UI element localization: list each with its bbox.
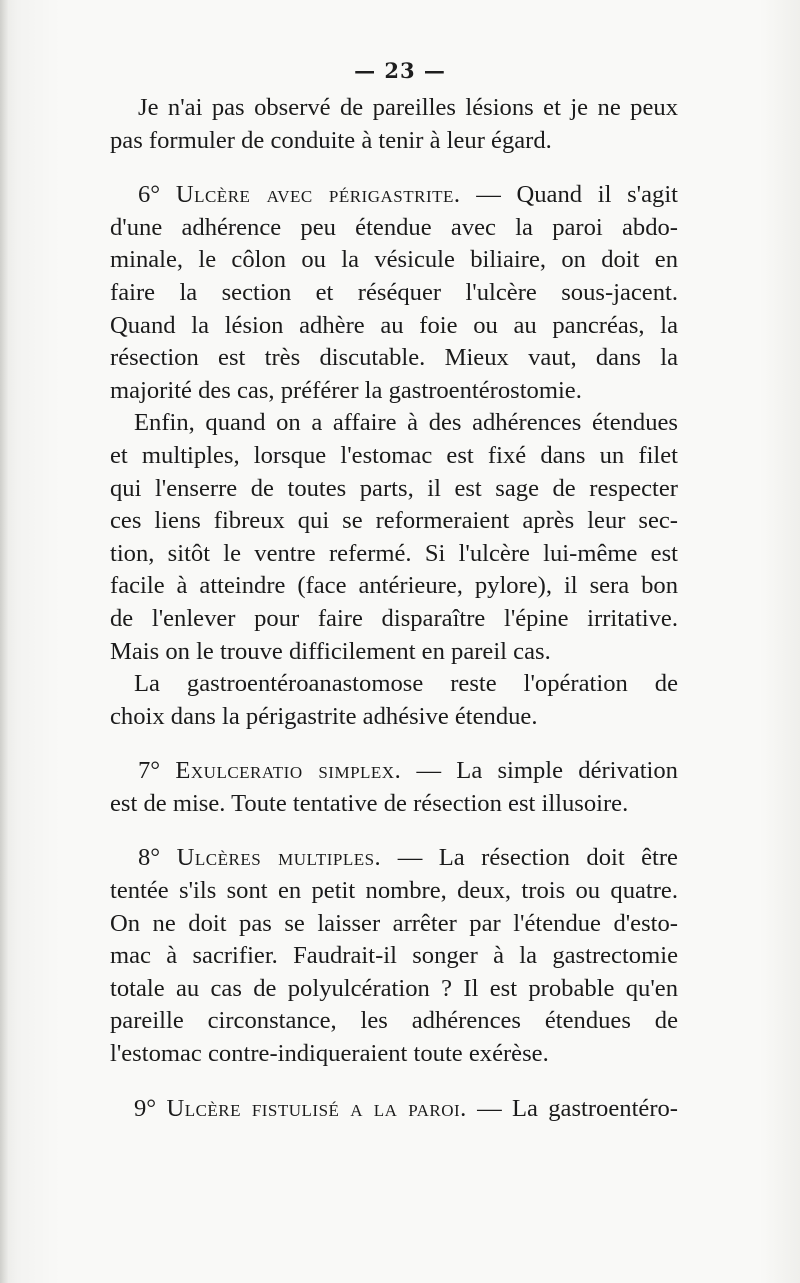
section-heading-line [110,179,678,212]
section-heading-line [110,1093,678,1126]
page-number: — 23 — [354,58,446,83]
text-line: l'estomac contre-indiqueraient toute exérèse. [110,1040,549,1068]
text-line: est de mise. Toute tentative de résection est illusoire. [110,789,629,817]
text-line: pareille circonstance, les adhérences étendues de [110,1007,678,1035]
text-line: résection est très discutable. Mieux vaut, dans la [110,344,678,372]
text-line: choix dans la périgastrite adhésive étendue. [110,702,538,730]
text-line: Enfin, quand on a affaire à des adhérences étendues [134,409,678,437]
section-heading-rest: — La simple dérivation [416,757,678,785]
section-heading-rest: — Quand il s'agit [476,181,678,209]
text-line: Mais on le trouve difficilement en pareil cas. [110,637,551,665]
section-number: 9° [134,1094,157,1122]
text-line: tion, sitôt le ventre refermé. Si l'ulcère lui-même est [110,539,678,567]
section-heading-line [110,842,678,875]
text-line: majorité des cas, préférer la gastroentérostomie. [110,376,582,404]
text-line: facile à atteindre (face antérieure, pylore), il sera bon [110,572,678,600]
page-edge-shadow [0,0,8,1283]
text-line: et multiples, lorsque l'estomac est fixé dans un filet [110,441,678,469]
text-line: faire la section et réséquer l'ulcère sous-jacent. [110,278,678,306]
text-line: Je n'ai pas observé de pareilles lésions et je ne peux [138,94,678,121]
text-line: pas formuler de conduite à tenir à leur égard. [110,126,552,154]
text-line: On ne doit pas se laisser arrêter par l'étendue d'esto- [110,909,678,937]
section-heading: Ulcères multiples. [176,844,382,872]
text-line: d'une adhérence peu étendue avec la paroi abdo- [110,213,678,241]
section-heading: Ulcère avec périgastrite. [175,181,461,209]
text-line: de l'enlever pour faire disparaître l'épine irritative. [110,604,678,632]
section-number: 7° [138,757,161,785]
section-number: 8° [138,844,161,872]
section-heading-rest: — La gastroentéro- [477,1094,678,1122]
section-heading-rest: — La résection doit être [397,844,678,872]
section-heading: Exulceratio simplex. [175,757,402,785]
text-line: minale, le côlon ou la vésicule biliaire, on doit en [110,246,678,274]
text-line: La gastroentéroanastomose reste l'opération de [134,670,678,698]
text-line: Quand la lésion adhère au foie ou au pancréas, la [110,311,678,339]
section-heading-line [110,755,678,788]
text-line: totale au cas de polyulcération ? Il est probable qu'en [110,974,678,1002]
text-line: ces liens fibreux qui se reformeraient après leur sec- [110,507,678,535]
body-text [110,92,678,1125]
text-line: tentée s'ils sont en petit nombre, deux, trois ou quatre. [110,877,678,905]
text-line: qui l'enserre de toutes parts, il est sage de respecter [110,474,678,502]
text-line: mac à sacrifier. Faudrait-il songer à la gastrectomie [110,942,678,970]
section-heading: Ulcère fistulisé a la paroi. [166,1094,467,1122]
section-number: 6° [138,181,161,209]
